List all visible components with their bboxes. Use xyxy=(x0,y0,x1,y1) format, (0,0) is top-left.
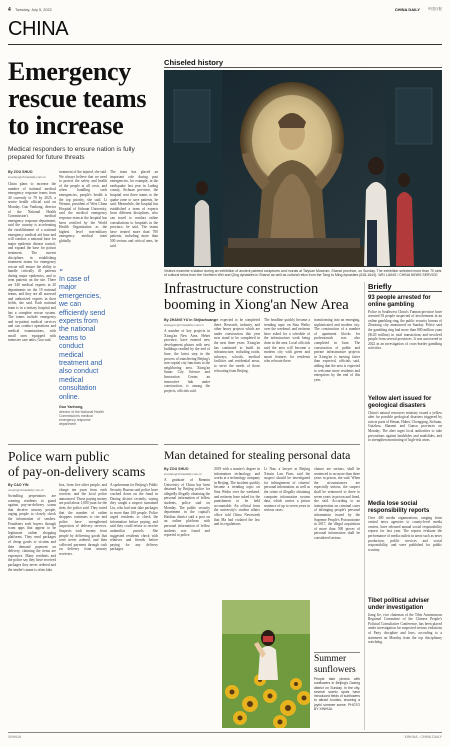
briefly-item xyxy=(368,501,442,594)
stealing-headline: Man detained for stealing personal data xyxy=(164,448,351,462)
briefly-item xyxy=(368,396,442,499)
chiseled-rule xyxy=(164,67,442,68)
briefly-item-title: 93 people arrested for online gambling xyxy=(368,295,431,308)
police-headline-line1: Police warn public xyxy=(8,449,110,464)
police-headline xyxy=(8,449,158,479)
footer-rule xyxy=(8,732,442,733)
page-date: Tuesday, July 5, 2022 xyxy=(15,7,52,12)
stealing-col1: A graduate of Renmin University of China has been detained by Beijing police for allegedly illegally obtaining the personal information of fellow students, police said on Monday. The public security department in the capital's Haidian district said a post on an online platform with personal information of fellow students was found and reported to police. xyxy=(164,478,210,538)
page-number: 4 xyxy=(8,7,11,13)
infra-headline-line1: Infrastructure construction xyxy=(164,281,319,297)
infra-email: zhangyu1@chinadaily.com.cn xyxy=(164,322,204,327)
pull-quote-icon: “ xyxy=(59,268,64,277)
infra-col3: The headline quickly became a trending topic on Sina Weibo over the weekend, and netizens have asked for a schedule of the infrastructure work being done in the area. Local officials said the area will become a modern city with green and smart features for residents who relocate there. xyxy=(264,318,310,364)
infra-headline-line2: booming in Xiong'an New Area xyxy=(164,296,349,313)
rescue-headline xyxy=(8,58,154,139)
sunflowers-headline-line2: sunflowers xyxy=(314,664,356,675)
sunflowers-rule xyxy=(314,652,360,653)
masthead: CHINA DAILY xyxy=(394,7,420,13)
rescue-email: zoushuo@chinadaily.com.cn xyxy=(8,175,46,179)
quote-name: Guo Yanhong, xyxy=(59,405,84,410)
middle-rule-right xyxy=(164,444,360,445)
pull-quote-text: In case of major emergencies, we can efficiently send experts from the national teams to conduct medical treatment and also conduct medical consultation online. xyxy=(59,276,106,401)
rescue-col1: China plans to increase the number of national medical emergency response teams from 40 currently to 70 by 2025, a senior health official said on Monday. Guo Yanhong, director of the National Health Commission's medical emergency response department, said the country is accelerating the establishment of a national emergency medical aid base and will conduct a national base for major epidemic disease control, and expand the base for poison treatment. The current disciplines in establishing treatment teams for emergency rescue will ensure the ability to handle critically ill patients during major epidemics, and to treat patients on the site. There are 340 medical experts in 20 departments on the 19 national teams, and they are all assessed and authorized experts in their fields, she said. Each national team is in a tertiary hospital and has a complete rescue system. The teams include emergency and in-patient medical services and can conduct operations and medical examinations, with small ones equipped with intensive care units, Guo said. xyxy=(8,182,56,343)
chiseled-photo xyxy=(164,70,442,267)
stealing-byline: By ZOU SHUO xyxy=(164,467,189,471)
section-rule xyxy=(8,44,442,45)
rescue-headline-line3: to increase xyxy=(8,111,124,140)
briefly-divider xyxy=(364,282,365,730)
briefly-item-title: Media lose social responsibility reports xyxy=(368,501,430,514)
briefly-item-text: Jiang Jie, vice chairman of the Tibet Autonomous Regional Committee of the Chinese People's Political Consultative Conference, has been placed under investigation for suspected serious violations of Party discipline and laws, according to a statement on Monday from the top disciplinary watchdog. xyxy=(368,612,442,645)
briefly-rule xyxy=(368,291,442,292)
briefly-item xyxy=(368,295,442,388)
page-header xyxy=(8,7,442,16)
sunflowers-box xyxy=(314,652,360,728)
briefly-item-title: Tibet political adviser under investigation xyxy=(368,598,430,611)
rescue-headline-line1: Emergency xyxy=(8,57,131,86)
police-headline-line2: of pay-on-delivery scams xyxy=(8,464,146,479)
rescue-headline-line2: rescue teams xyxy=(8,84,147,113)
chiseled-caption: Visitors examine a statue during an exhibition of ancient painted sculptures and murals at Taiyuan Museum, Shanxi province, on Sunday. The exhibition selected more than 70 sets of cultural relics from the Northern Wei and Qing dynasties in Shanxi as well as cultural relics from the Tang to Ming dynasties (618-1644). WEI LIANG / CHINA NEWS SERVICE xyxy=(164,269,442,278)
rescue-byline: By ZOU SHUO xyxy=(8,170,33,174)
police-col2: box, from five other people, and charge ten yuan from each receiver, and the local police announced. Those paying money are paid about 1,000 yuan for the item, the police said. They noted that the number of online shoppers continues to rise and police have strengthened inspection of delivery services. Suspects took money from people by delivering goods that were never ordered, and then collected payment through cash on delivery from unwary receivers. xyxy=(59,483,107,556)
infra-col4: transforming into an emerging, sophisticated and modern city. The construction of a number of apartment blocks for professionals was also completed in June. The construction of public and private infrastructure projects in Xiong'an is moving faster than expected, officials said, adding that the area is expected to welcome more residents and enterprises by the end of this year. xyxy=(314,318,360,382)
middle-rule-left xyxy=(8,444,158,445)
police-col1: Swindling perpetrators are warning residents to guard against pay-on-delivery scams that deceive unwary people, urging people to closely check the information of senders. Fraudsters seek buyers through scam apps that appear to be legitimate online shopping platforms. They send packages of cheap goods to victims and then demand payment on delivery, claiming the items are expensive. Many residents and the police say they have received packages they never ordered and the sender's name is often fake. xyxy=(8,494,56,572)
statue-photo-svg xyxy=(164,70,442,267)
quote-title: director of the National Health Commission's medical emergency response department xyxy=(59,409,104,427)
masthead-cn: 中国日报 xyxy=(427,7,442,12)
infra-byline: By ZHANG YU in Shijiazhuang xyxy=(164,318,216,322)
police-email: caoyin@chinadaily.com.cn xyxy=(8,487,44,492)
footer-left: XINHUA xyxy=(8,735,22,739)
sunflowers-headline xyxy=(314,654,356,675)
stealing-col4: chance are serious, shall be sentenced to no more than three years in prison, she said. When the circumstances are especially serious, the suspect shall be sentenced to three to seven years in prison and fined, she said. According to an interpretation on criminal cases of infringing people's personal information issued by the Supreme People's Procuratorate in 2017, the illegal acquisition of more than 500 pieces of personal information shall be considered serious. xyxy=(314,467,360,540)
briefly-header: Briefly xyxy=(368,282,392,291)
pull-quote xyxy=(59,270,107,426)
infra-col1: A number of key projects in Xiong'an New Area, Hebei province, have entered new development phases with new buildings readied by the end of June, the latest step in the process of transferring Beijing's non-capital city functions to the neighboring area. Xiong'an Sunac City Science and Innovation Center, an innovative hub under construction, is among the projects, officials said. xyxy=(164,329,210,393)
rescue-col2: treatment of the injured, she said. We always believe that we need to protect the safety and health of the people at all costs, and when handling such emergencies, people's health is the top priority, she said. Li Wenxin, president of West China Hospital of Sichuan University, said the medical emergency response team at the hospital has been certified by the World Health Organization as the highest level non-military emergency medical team globally. xyxy=(59,170,107,243)
sunflowers-photo xyxy=(222,600,310,728)
sunflower-photo-svg xyxy=(222,600,310,728)
briefly-item-text: Over 400 media organizations, ranging from central news agencies to county-level media centers, have released annual social responsibility reports for last year. The reports evaluate the performance of media outlets in areas such as news production, public services and social responsibility, and were published for public scrutiny. xyxy=(368,515,442,552)
police-col3: A spokesman for Beijing's Public Security Bureau said police have cracked down on the fraud in Daxing district recently, saying they caught a suspect surnamed Liu, who had sent fake packages to more than 100 people. Police urged residents to check the information before paying, and said they could refuse to receive unfamiliar parcels. She suggested residents check with relatives and friends before paying for any delivery packages. xyxy=(110,483,158,552)
sunflowers-headline-line1: Summer xyxy=(314,654,347,664)
rescue-col3: The team has placed an important role during past emergencies, for example, in the earthquake last year in Luding county, Sichuan province, the hospital sent three teams to the quake zone to save patients, he said. Meanwhile, the hospital has established a team of experts from different disciplines, who can travel to conduct online consultations to hospitals in the province, he said. The teams have treated more than 700 patients, including more than 500 serious and critical ones, he said. xyxy=(110,170,158,248)
briefly-item xyxy=(368,598,442,731)
briefly-item-title: Yellow alert issued for geological disasters xyxy=(368,396,432,409)
footer-right: XINHUA - CHINA DAILY xyxy=(404,735,442,739)
sunflowers-caption: People take photos with sunflowers in Beijing's Daxing district on Sunday. In the city, several scenic spots have introduced fields of sunflowers to attract tourists, showing a joyful summer scene. PHOTO BY XINHUA xyxy=(314,677,360,712)
briefly-item-text: China's natural resources ministry issued a yellow alert for possible geological disasters triggered by rain in parts of Henan, Hubei, Chongqing, Sichuan, Guizhou, Shaanxi and Gansu provinces on Monday. The alert urges local authorities to take precautions against landslides and mudslides, and to strengthen monitoring of high-risk areas. xyxy=(368,410,442,443)
infra-headline xyxy=(164,282,360,313)
police-byline: By CAO YIN xyxy=(8,483,29,487)
stealing-email: zoushuo@chinadaily.com.cn xyxy=(164,471,202,476)
chiseled-header: Chiseled history xyxy=(164,58,224,67)
rescue-subhead: Medical responders to ensure nation is fully prepared for future threats xyxy=(8,146,135,161)
stealing-col2: 2019 with a master's degree in information technology, and works at a technology company in Beijing. The incident quickly became a trending topic on Sina Weibo over the weekend, and netizens have asked for the punishment to be held accountable. An official from the university's student affairs office told China Newsweek that Ma had violated the law and its regulations. xyxy=(214,467,260,527)
briefly-item-text: Police in Southwest China's Yunnan province have arrested 93 people suspected of involvement in an online gambling ring, the public security bureau of Zhaotong city announced on Sunday. Police said the gambling ring had more than 800 million yuan ($120 million) in total transactions and involved people from several provinces. It was uncovered in 2022 in an investigation of cross-border gambling activities. xyxy=(368,309,442,351)
infra-col2: are expected to be completed there. Research, industry, and other heavy projects which are under construction this year now stand to be completed in the next three years. Xiong'an has continued to build its infrastructure, including roads, subways, schools, medical facilities and residential areas, to serve the needs of those relocating from Beijing. xyxy=(214,318,260,373)
stealing-col3: Li Nan, a lawyer at Beijing Xinxin Law Firm, said the suspect should be investigated for infringement of citizens' personal information, as well as the crime of illegally obtaining computer information system data, which carries a prison sentence of up to seven years in serious cases. xyxy=(264,467,310,513)
section-title: CHINA xyxy=(8,18,69,40)
